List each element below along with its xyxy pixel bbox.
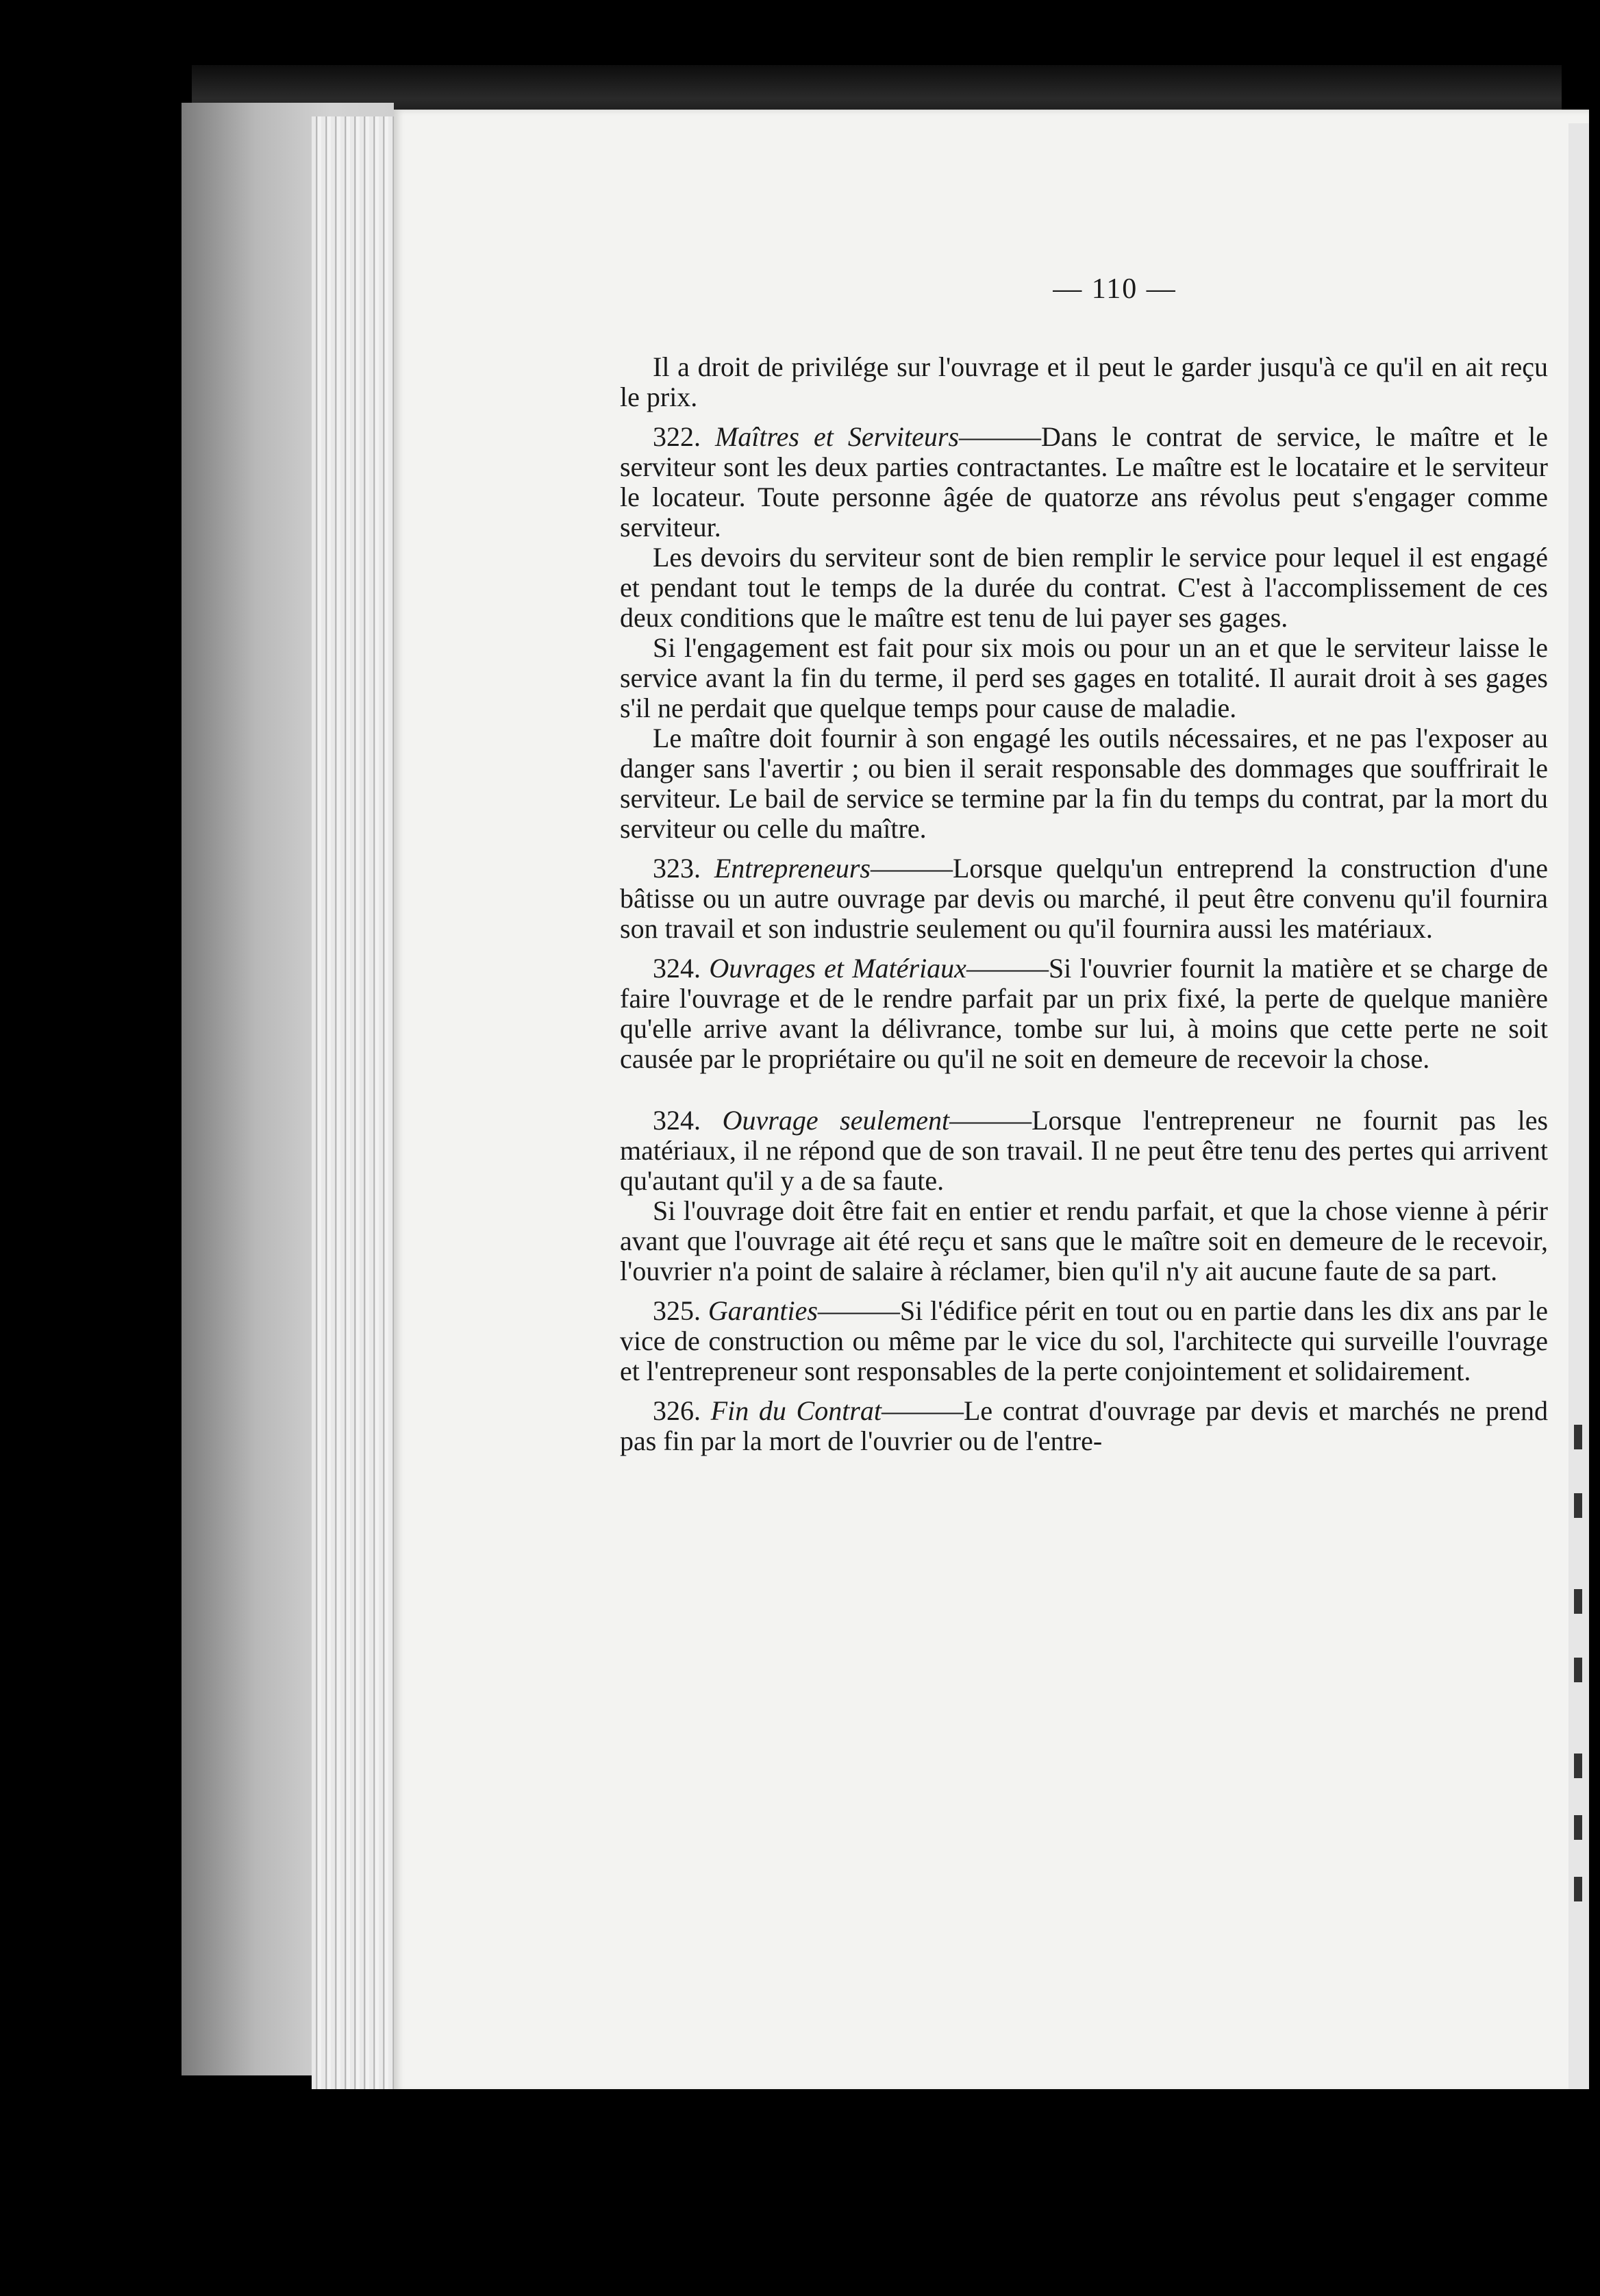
section-number: 322. xyxy=(653,421,701,452)
section-number: 324. xyxy=(653,953,701,984)
section-322 xyxy=(620,422,1548,542)
section-title: Garanties xyxy=(708,1295,818,1326)
section-title: Maîtres et Serviteurs xyxy=(715,421,960,452)
section-text: Dans le contrat de service, le maître et le serviteur sont les deux parties contractantes. Le maître est le locataire et le serviteur le locateur. Toute personne âgée de quatorze ans révolus peut s'engager comme serviteur. xyxy=(620,421,1548,542)
section-dash: ——— xyxy=(949,1105,1032,1136)
paragraph-324-b: Si l'ouvrage doit être fait en entier et rendu parfait, et que la chose vienne à périr avant que l'ouvrage ait été reçu et sans que le maître soit en demeure de le recevoir, l'ouvrier n'a point de salaire à réclamer, bien qu'il n'y ait aucune faute de sa part. xyxy=(620,1195,1548,1286)
page-text xyxy=(620,274,1548,1456)
page-number: — 110 — xyxy=(1053,273,1177,305)
section-number: 325. xyxy=(653,1295,701,1326)
section-title: Entrepreneurs xyxy=(714,853,871,884)
section-title: Fin du Contrat xyxy=(710,1395,882,1426)
section-number: 324. xyxy=(653,1105,701,1136)
section-dash: ——— xyxy=(959,421,1042,452)
section-dash: ——— xyxy=(966,953,1049,984)
section-324-ouvrage xyxy=(620,1106,1548,1196)
section-dash: ——— xyxy=(870,853,953,884)
page-edges xyxy=(312,116,401,2089)
section-text: Si l'édifice périt en tout ou en partie dans les dix ans par le vice de construction ou même par le vice du sol, l'architecte qui surveille l'ouvrage et l'entrepreneur sont responsables de la perte conjointement et solidairement. xyxy=(620,1295,1549,1386)
section-text: Si l'ouvrier fournit la matière et se charge de faire l'ouvrage et de le rendre parfait par un prix fixé, la perte de quelque manière qu'elle arrive avant la délivrance, tombe sur lui, à moins que cette perte ne soit causée par le propriétaire ou qu'il ne soit en demeure de recevoir la chose. xyxy=(620,953,1549,1074)
section-dash: ——— xyxy=(882,1395,964,1426)
section-title: Ouvrage seulement xyxy=(722,1105,950,1136)
section-324-materiaux xyxy=(620,953,1548,1074)
section-dash: ——— xyxy=(817,1295,900,1326)
section-325 xyxy=(620,1296,1548,1386)
section-text: Le contrat d'ouvrage par devis et marchés ne prend pas fin par la mort de l'ouvrier ou de l'entre- xyxy=(620,1395,1548,1456)
next-page-strip xyxy=(1568,123,1589,2096)
paragraph-322-b: Les devoirs du serviteur sont de bien remplir le service pour lequel il est engagé et pendant tout le temps de la durée du contrat. C'est à l'accomplissement de ces deux conditions que le maître est tenu de lui payer ses gages. xyxy=(620,542,1548,633)
section-title: Ouvrages et Matériaux xyxy=(709,953,966,984)
section-number: 323. xyxy=(653,853,701,884)
paragraph-322-c: Si l'engagement est fait pour six mois ou pour un an et que le serviteur laisse le service avant la fin du terme, il perd ses gages en totalité. Il aurait droit à ses gages s'il ne perdait que quelque temps pour cause de maladie. xyxy=(620,632,1548,723)
scan-background xyxy=(0,2089,1600,2296)
section-text: Lorsque l'entrepreneur ne fournit pas les matériaux, il ne répond que de son travail. Il ne peut être tenu des pertes qui arrivent qu'autant qu'il y a de sa faute. xyxy=(620,1105,1549,1196)
section-text: Lorsque quelqu'un entreprend la construction d'une bâtisse ou un autre ouvrage par devis ou marché, il peut être convenu qu'il fournira son travail et son industrie seulement ou qu'il fournira aussi les matériaux. xyxy=(620,853,1548,944)
paragraph-intro: Il a droit de privilége sur l'ouvrage et il peut le garder jusqu'à ce qu'il en ait reçu le prix. xyxy=(620,351,1548,412)
paragraph-322-d: Le maître doit fournir à son engagé les outils nécessaires, et ne pas l'exposer au danger sans l'avertir ; ou bien il serait responsable des dommages que souffrirait le serviteur. Le bail de service se termine par la fin du temps du contrat, par la mort du serviteur ou celle du maître. xyxy=(620,723,1548,844)
section-323 xyxy=(620,853,1548,944)
section-326 xyxy=(620,1396,1548,1456)
section-number: 326. xyxy=(653,1395,701,1426)
